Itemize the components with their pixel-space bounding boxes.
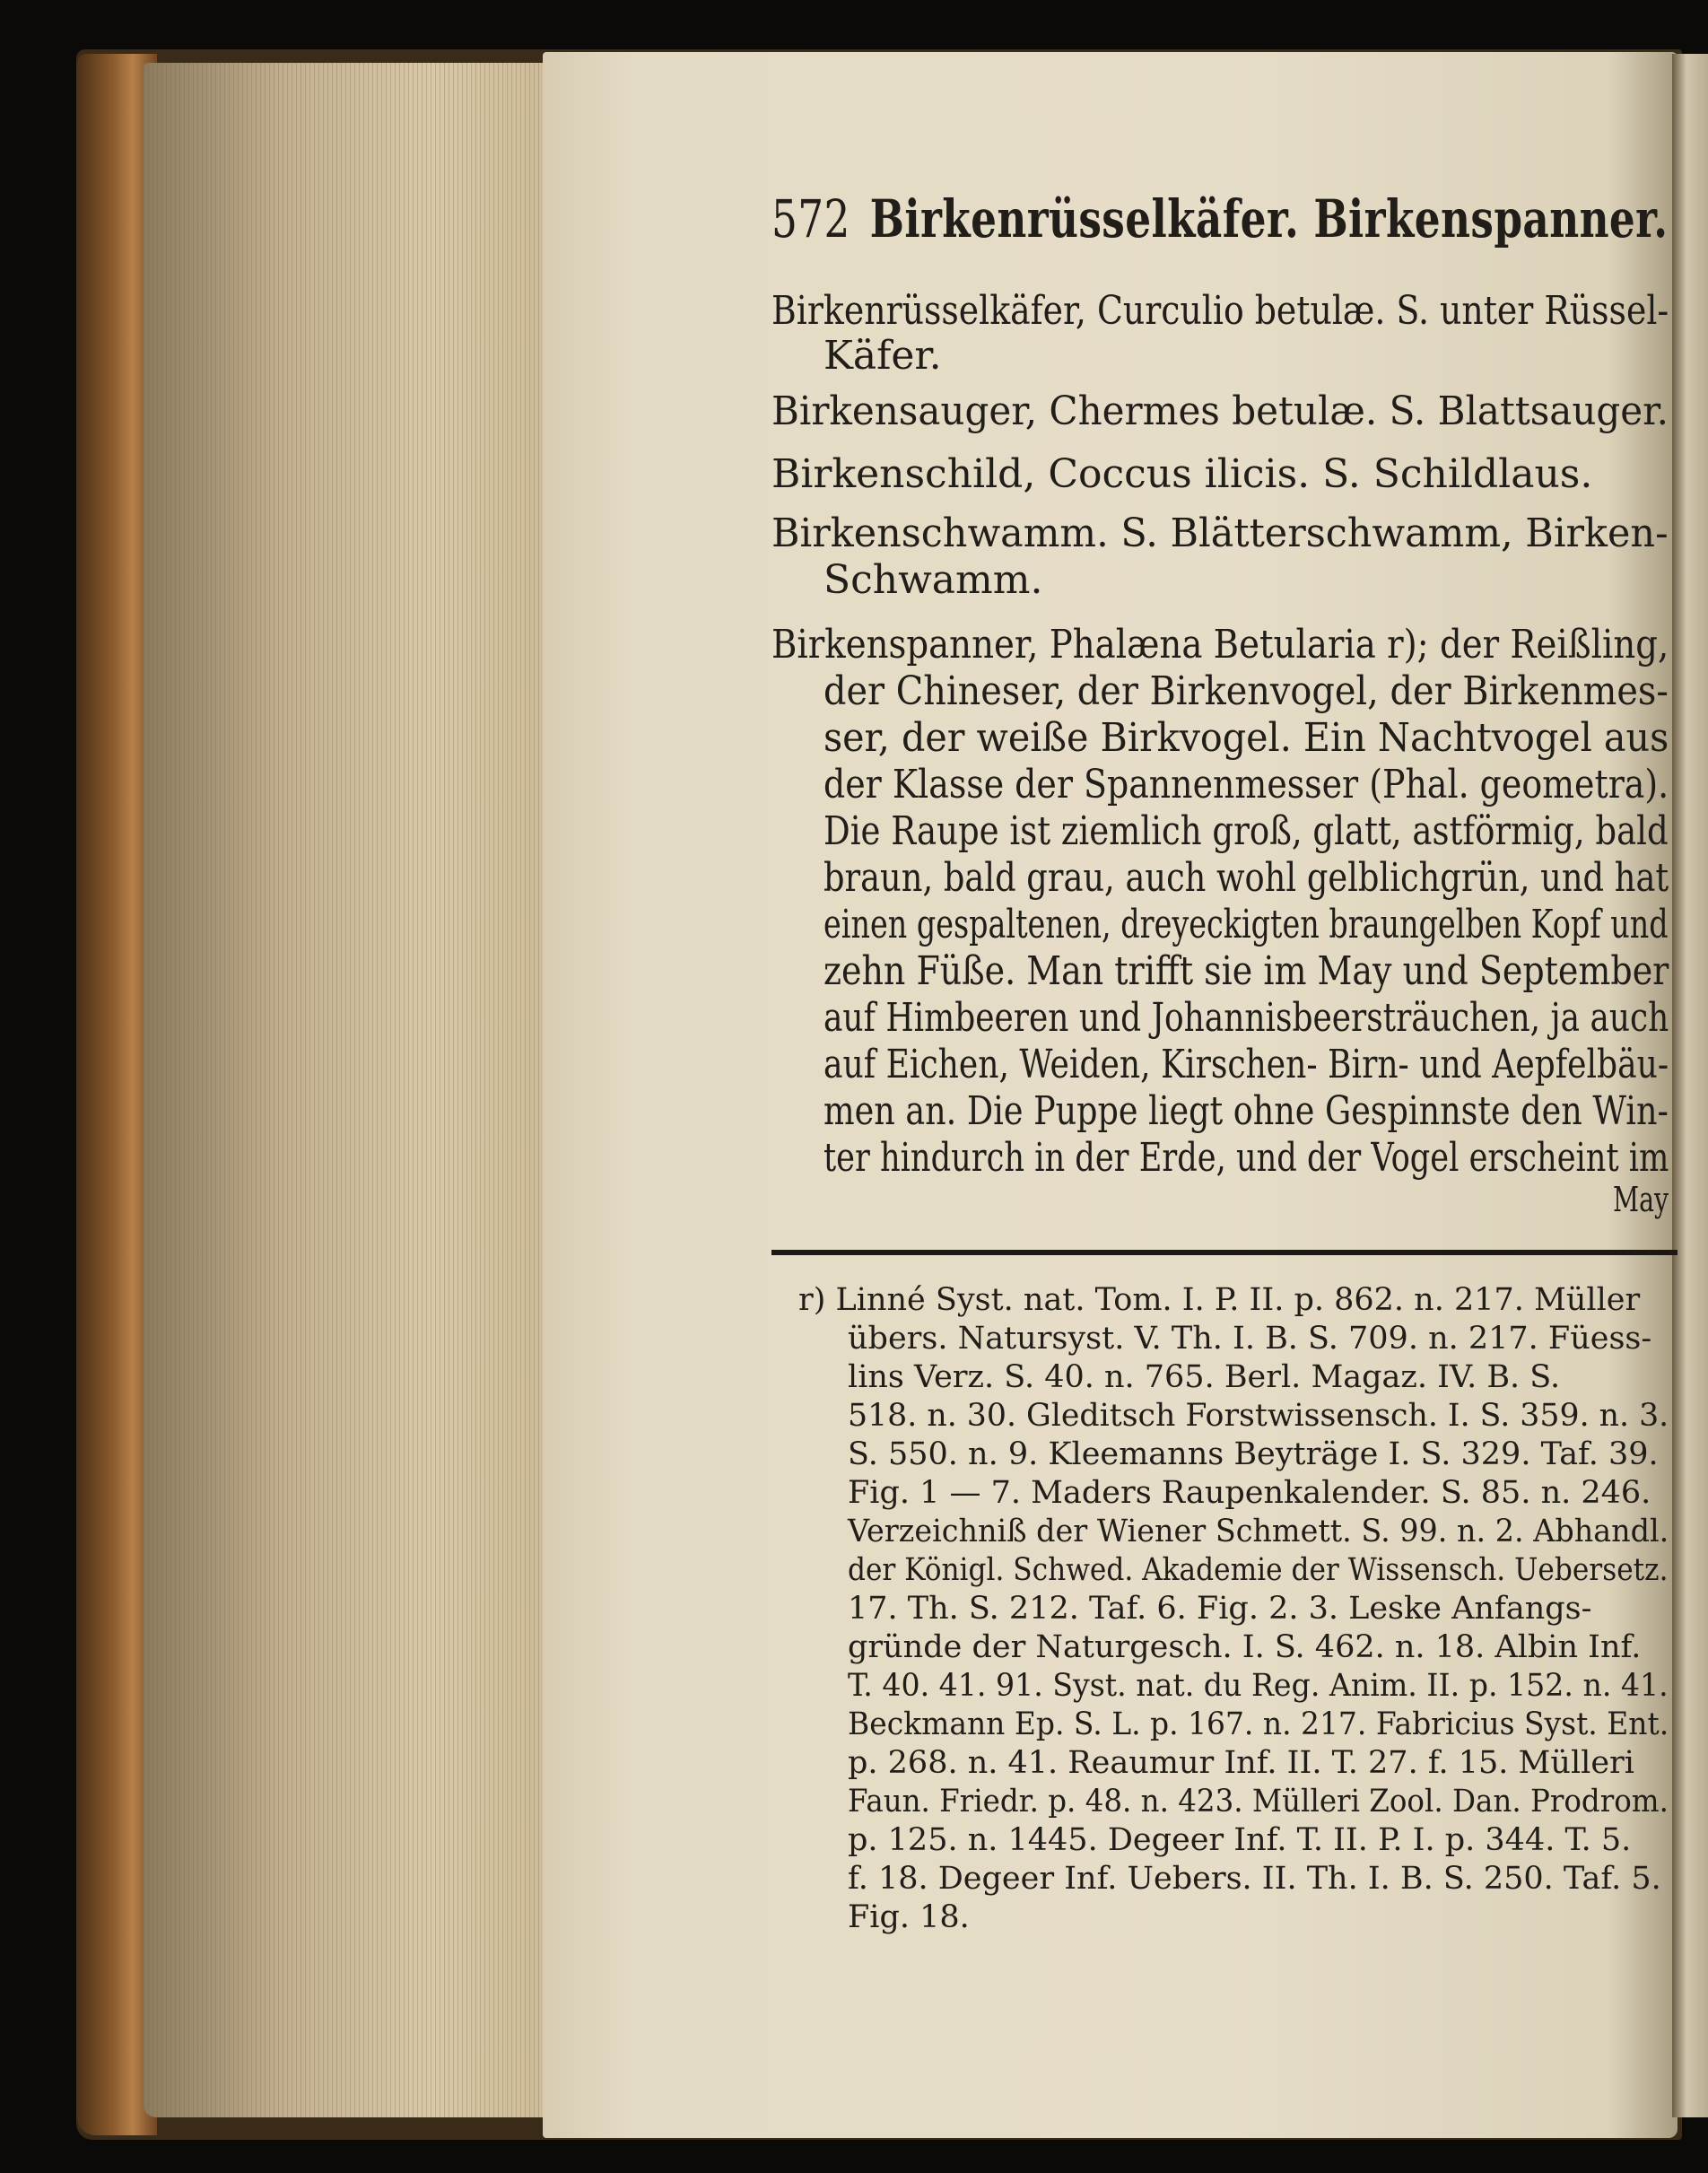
footnote-line: Beckmann Ep. S. L. p. 167. n. 217. Fabricius Syst. Ent. <box>848 1706 1669 1742</box>
entry-line: Birkensauger, Chermes betulæ. S. Blattsauger. <box>771 388 1669 434</box>
footnote-line: S. 550. n. 9. Kleemanns Beyträge I. S. 329. Taf. 39. <box>848 1436 1659 1472</box>
entry-line: Schwamm. <box>824 557 1043 603</box>
entry-line: Birkenschild, Coccus ilicis. S. Schildlaus. <box>771 451 1593 497</box>
facing-page-edge <box>1672 54 1708 2117</box>
entry-line: ter hindurch in der Erde, und der Vogel erscheint im <box>824 1135 1669 1181</box>
entry-line: braun, bald grau, auch wohl gelblichgrün, und hat <box>824 855 1669 901</box>
footnote-line: T. 40. 41. 91. Syst. nat. du Reg. Anim. II. p. 152. n. 41. <box>848 1668 1669 1704</box>
footnote-line: 17. Th. S. 212. Taf. 6. Fig. 2. 3. Leske Anfangs- <box>848 1591 1592 1627</box>
footnote-line: p. 125. n. 1445. Degeer Inf. T. II. P. I. p. 344. T. 5. <box>848 1822 1632 1858</box>
footnote-line: p. 268. n. 41. Reaumur Inf. II. T. 27. f. 15. Mülleri <box>848 1745 1634 1781</box>
footnote-line: f. 18. Degeer Inf. Uebers. II. Th. I. B. S. 250. Taf. 5. <box>848 1861 1661 1897</box>
entry-line: auf Eichen, Weiden, Kirschen- Birn- und Aepfelbäu- <box>824 1042 1669 1087</box>
entry-line: der Chineser, der Birkenvogel, der Birkenmes- <box>824 668 1669 714</box>
entry-line: auf Himbeeren und Johannisbeersträuchen, ja auch <box>824 995 1669 1041</box>
entry-line: zehn Füße. Man trifft sie im May und September <box>824 948 1669 994</box>
entry-line: men an. Die Puppe liegt ohne Gespinnste den Win- <box>824 1088 1669 1134</box>
entry-line: einen gespaltenen, dreyeckigten braungelben Kopf und <box>824 902 1669 947</box>
footnote-line: Faun. Friedr. p. 48. n. 423. Mülleri Zool. Dan. Prodrom. <box>848 1784 1669 1820</box>
page-edges <box>144 63 552 2117</box>
entry-line: Birkenrüsselkäfer, Curculio betulæ. S. unter Rüssel- <box>771 288 1669 334</box>
footnote-line: Verzeichniß der Wiener Schmett. S. 99. n. 2. Abhandl. <box>848 1514 1669 1549</box>
footnote-line: der Königl. Schwed. Akademie der Wissensch. Uebersetz. <box>848 1552 1669 1588</box>
entry-line: ser, der weiße Birkvogel. Ein Nachtvogel aus <box>824 715 1669 761</box>
footnote-rule <box>771 1250 1678 1255</box>
page-title: Birkenrüsselkäfer. Birkenspanner. <box>869 188 1669 249</box>
footnote-line: lins Verz. S. 40. n. 765. Berl. Magaz. IV. B. S. <box>848 1359 1561 1395</box>
footnote-line: r) Linné Syst. nat. Tom. I. P. II. p. 862. n. 217. Müller <box>798 1282 1641 1318</box>
catchword: May <box>1613 1180 1669 1219</box>
footnote-line: Fig. 18. <box>848 1899 970 1935</box>
entry-line: der Klasse der Spannenmesser (Phal. geometra). <box>824 762 1669 807</box>
running-head <box>771 188 1668 249</box>
entry-line: Die Raupe ist ziemlich groß, glatt, astförmig, bald <box>824 808 1669 854</box>
footnote-line: gründe der Naturgesch. I. S. 462. n. 18. Albin Inf. <box>848 1629 1642 1665</box>
entry-line: Käfer. <box>824 333 942 379</box>
footnote-line: Fig. 1 — 7. Maders Raupenkalender. S. 85. n. 246. <box>848 1475 1651 1511</box>
page-number: 572 <box>771 188 850 249</box>
footnote-line: 518. n. 30. Gleditsch Forstwissensch. I. S. 359. n. 3. <box>848 1398 1669 1434</box>
entry-line: Birkenschwamm. S. Blätterschwamm, Birken- <box>771 511 1669 556</box>
entry-line: Birkenspanner, Phalæna Betularia r); der Reißling, <box>771 622 1669 668</box>
footnote-line: übers. Natursyst. V. Th. I. B. S. 709. n. 217. Füess- <box>848 1321 1652 1357</box>
